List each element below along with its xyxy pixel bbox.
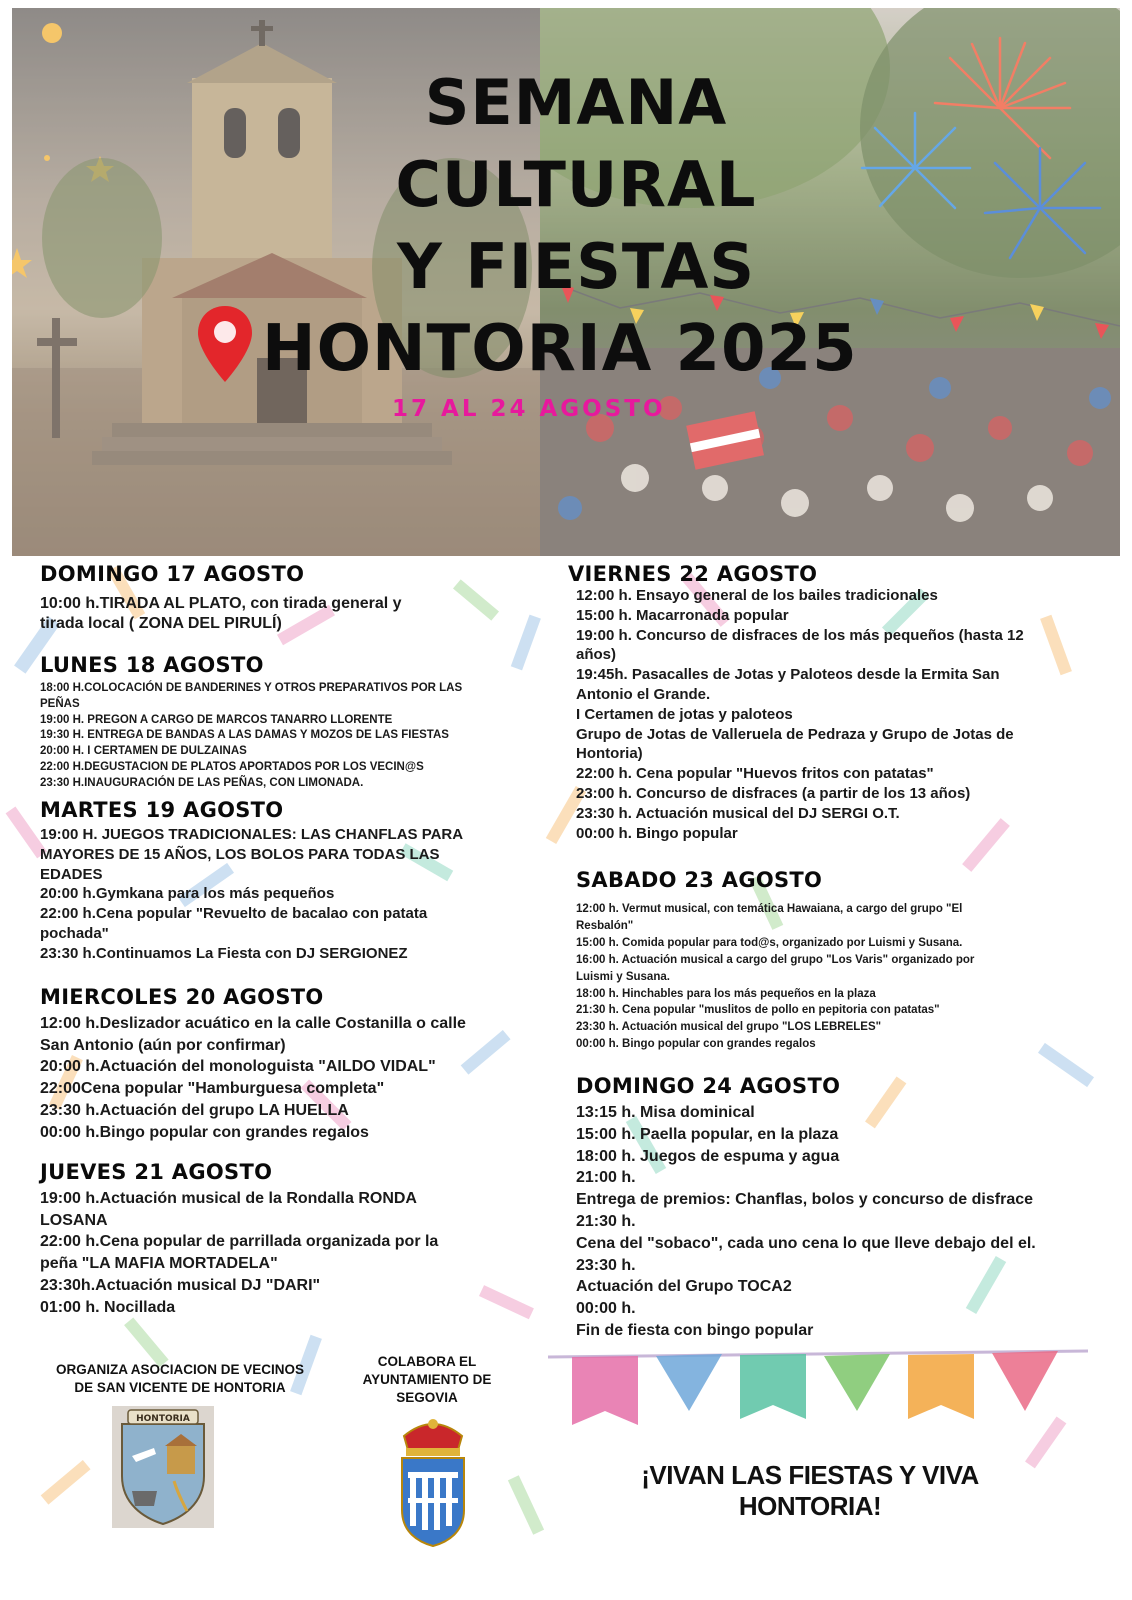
bunting-pennant [656,1354,722,1411]
day-domingo-17 [40,562,530,634]
organizer-line: DE SAN VICENTE DE HONTORIA [74,1380,286,1395]
event-line: 19:00 h.Actuación musical de la Rondalla RONDA [40,1190,417,1207]
event-line: 15:00 h. Macarronada popular [576,606,789,624]
event-line: 12:00 h. Ensayo general de los bailes tradicionales [576,587,938,604]
day-title: SABADO 23 AGOSTO [576,868,823,892]
event-line: 23:30 h.Continuamos La Fiesta con DJ SERGIONEZ [40,944,408,962]
event-line: 12:00 h. Vermut musical, con temática Hawaiana, a cargo del grupo "El [576,903,963,915]
day-title: DOMINGO 17 AGOSTO [40,562,305,586]
day-title: MIERCOLES 20 AGOSTO [40,985,324,1009]
bunting-flags [548,1345,1088,1455]
event-line: Cena del "sobaco", cada uno cena lo que lleve debajo del el. [576,1234,1036,1252]
event-line: 23:30 h. [576,1256,636,1274]
event-line: Antonio el Grande. [576,685,711,703]
event-line: PEÑAS [40,697,80,710]
event-line: Fin de fiesta con bingo popular [576,1321,814,1339]
event-line: 19:00 h. Concurso de disfraces de los más pequeños (hasta 12 [576,626,1024,644]
event-line: 21:30 h. [576,1212,636,1230]
event-line: peña "LA MAFIA MORTADELA" [40,1255,278,1273]
day-martes-19 [40,798,530,964]
event-line: 18:00 H.COLOCACIÓN DE BANDERINES Y OTROS PREPARATIVOS POR LAS [40,682,463,694]
event-line: 23:30 h. Actuación musical del grupo "LOS LEBRELES" [576,1021,882,1034]
event-line: 12:00 h.Deslizador acuático en la calle Costanilla o calle [40,1015,466,1032]
event-line: 22:00 h.Cena popular "Revuelto de bacalao con patata [40,905,428,923]
event-line: 21:00 h. [576,1169,636,1187]
event-line: 15:00 h. Paella popular, en la plaza [576,1125,839,1143]
event-line: 15:00 h. Comida popular para tod@s, organizado por Luismi y Susana. [576,936,963,949]
hontoria-shield-logo [112,1406,214,1528]
organizer-line: ORGANIZA ASOCIACION DE VECINOS [55,1362,305,1377]
collaborator-line: COLABORA EL [377,1354,477,1369]
event-line: 22:00 H.DEGUSTACION DE PLATOS APORTADOS POR LOS VECIN@S [40,760,424,773]
event-line: 21:30 h. Cena popular "muslitos de pollo en pepitoria con patatas" [576,1004,940,1017]
event-line: 20:00 h.Gymkana para los más pequeños [40,885,335,903]
collaborator-line: AYUNTAMIENTO DE [362,1372,492,1387]
event-line: 19:45h. Pasacalles de Jotas y Paloteos desde la Ermita San [576,666,1000,684]
title-line-4: HONTORIA 2025 [262,312,858,386]
event-line: I Certamen de jotas y paloteos [576,705,793,723]
day-domingo-24 [576,1074,1086,1342]
event-line: 23:30h.Actuación musical DJ "DARI" [40,1276,321,1294]
bunting-pennant [908,1354,974,1419]
event-line: 23:30 H.INAUGURACIÓN DE LAS PEÑAS, CON LIMONADA. [40,776,364,789]
bunting-pennant [572,1356,638,1425]
event-dates: 17 AL 24 AGOSTO [392,396,666,422]
day-viernes-22 [568,562,1068,843]
day-sabado-23 [576,868,1076,1053]
event-line: Resbalón" [576,919,634,932]
event-line: 19:00 H. JUEGOS TRADICIONALES: LAS CHANFLAS PARA [40,826,464,843]
event-line: 10:00 h.TIRADA AL PLATO, con tirada general y [40,595,402,612]
event-line: 23:30 h.Actuación del grupo LA HUELLA [40,1101,349,1119]
event-line: 01:00 h. Nocillada [40,1298,176,1316]
event-line: 23:30 h. Actuación musical del DJ SERGI O.T. [576,804,900,822]
day-jueves-21 [40,1160,530,1318]
logo-hontoria-text: HONTORIA [136,1414,190,1424]
event-line: 20:00 H. I CERTAMEN DE DULZAINAS [40,745,247,758]
event-line: 22:00Cena popular "Hamburguesa completa" [40,1080,385,1098]
segovia-coat-of-arms-logo [396,1414,470,1548]
event-line: 18:00 h. Hinchables para los más pequeños en la plaza [576,987,876,1000]
event-line: 19:30 H. ENTREGA DE BANDAS A LAS DAMAS Y MOZOS DE LAS FIESTAS [40,729,449,742]
day-title: VIERNES 22 AGOSTO [568,562,818,586]
title-line-2: CULTURAL [395,148,757,221]
title-line-3: Y FIESTAS [396,230,756,303]
day-title: LUNES 18 AGOSTO [40,653,264,677]
event-line: 00:00 h. Bingo popular con grandes regalos [576,1038,816,1051]
event-line: 22:00 h. Cena popular "Huevos fritos con patatas" [576,765,934,783]
event-line: 13:15 h. Misa dominical [576,1104,755,1121]
header-photo-collage [12,8,1120,556]
bunting-pennant [740,1354,806,1419]
day-lunes-18 [40,653,530,792]
event-line: 23:00 h. Concurso de disfraces (a partir de los 13 años) [576,784,971,802]
event-line: San Antonio (aún por confirmar) [40,1036,286,1054]
collaborator-credit [352,1353,502,1407]
day-title: MARTES 19 AGOSTO [40,798,284,822]
event-line: Luismi y Susana. [576,970,670,983]
event-line: 20:00 h.Actuación del monologuista "AILDO VIDAL" [40,1058,436,1076]
bunting-pennant [824,1354,890,1411]
event-line: Actuación del Grupo TOCA2 [576,1278,792,1296]
event-line: Hontoria) [576,745,643,763]
bunting-pennant [992,1351,1058,1411]
event-line: 18:00 h. Juegos de espuma y agua [576,1147,840,1165]
event-line: Grupo de Jotas de Valleruela de Pedraza y Grupo de Jotas de [576,725,1014,743]
event-line: tirada local ( ZONA DEL PIRULÍ) [40,615,282,632]
closing-slogan: ¡VIVAN LAS FIESTAS Y VIVA HONTORIA! [641,1460,979,1521]
day-title: DOMINGO 24 AGOSTO [576,1074,841,1098]
event-line: años) [576,646,617,664]
day-title: JUEVES 21 AGOSTO [40,1160,273,1184]
event-line: 16:00 h. Actuación musical a cargo del grupo "Los Varis" organizado por [576,953,975,966]
event-line: 22:00 h.Cena popular de parrillada organizada por la [40,1233,439,1251]
event-line: 19:00 H. PREGON A CARGO DE MARCOS TANARRO LLORENTE [40,713,393,726]
event-line: pochada" [40,924,109,942]
event-line: 00:00 h. [576,1300,636,1318]
event-line: 00:00 h.Bingo popular con grandes regalos [40,1123,369,1141]
event-line: MAYORES DE 15 AÑOS, LOS BOLOS PARA TODAS LAS [40,845,440,863]
title-line-1: SEMANA [424,66,728,139]
event-line: 00:00 h. Bingo popular [576,824,738,842]
event-line: EDADES [40,865,103,883]
organizer-credit [30,1361,330,1397]
collaborator-line: SEGOVIA [396,1390,458,1405]
event-line: LOSANA [40,1211,108,1229]
day-miercoles-20 [40,985,530,1143]
event-line: Entrega de premios: Chanflas, bolos y concurso de disfrace [576,1191,1034,1209]
